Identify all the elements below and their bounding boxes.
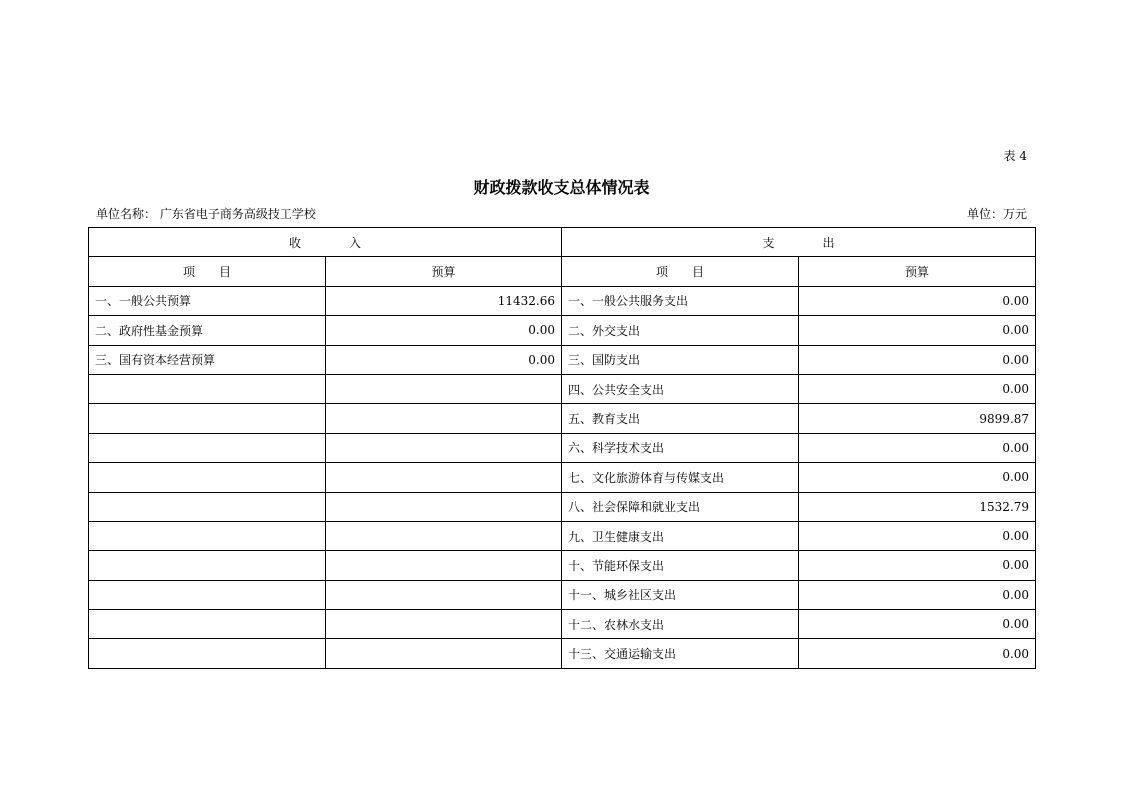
income-item-cell — [89, 551, 326, 580]
expense-item-cell: 九、卫生健康支出 — [562, 521, 799, 550]
expense-item-cell: 十、节能环保支出 — [562, 551, 799, 580]
income-budget-cell — [326, 521, 562, 550]
unit-measure: 单位：万元 — [966, 207, 1027, 221]
income-budget-cell — [326, 580, 562, 609]
income-budget-cell — [326, 433, 562, 462]
income-budget-cell: 11432.66 — [326, 286, 562, 315]
expense-budget-header: 预算 — [799, 257, 1036, 286]
table-number-label: 表 4 — [1003, 149, 1027, 163]
income-budget-cell — [326, 374, 562, 403]
expense-item-cell: 二、外交支出 — [562, 316, 799, 345]
income-budget-cell — [326, 492, 562, 521]
income-budget-cell — [326, 551, 562, 580]
income-item-cell — [89, 492, 326, 521]
table-row — [89, 404, 1036, 433]
expense-item-cell: 三、国防支出 — [562, 345, 799, 374]
table-row — [89, 492, 1036, 521]
income-item-cell — [89, 639, 326, 668]
table-row — [89, 521, 1036, 550]
income-item-cell — [89, 521, 326, 550]
income-item-cell: 二、政府性基金预算 — [89, 316, 326, 345]
expense-budget-cell: 0.00 — [799, 345, 1036, 374]
income-budget-cell — [326, 463, 562, 492]
fiscal-summary-table — [88, 227, 1036, 669]
expense-budget-cell: 0.00 — [799, 463, 1036, 492]
expense-item-cell: 五、教育支出 — [562, 404, 799, 433]
income-item-cell — [89, 404, 326, 433]
table-row — [89, 610, 1036, 639]
expense-item-cell: 七、文化旅游体育与传媒支出 — [562, 463, 799, 492]
expense-budget-cell: 1532.79 — [799, 492, 1036, 521]
income-budget-cell — [326, 610, 562, 639]
income-item-cell: 三、国有资本经营预算 — [89, 345, 326, 374]
column-header-row — [89, 257, 1036, 286]
section-header-row — [89, 228, 1036, 257]
income-item-cell — [89, 610, 326, 639]
expense-budget-cell: 0.00 — [799, 639, 1036, 668]
income-item-cell: 一、一般公共预算 — [89, 286, 326, 315]
expense-item-header: 项 目 — [562, 257, 799, 286]
expense-item-cell: 六、科学技术支出 — [562, 433, 799, 462]
table-row — [89, 433, 1036, 462]
table-row — [89, 316, 1036, 345]
table-row — [89, 374, 1036, 403]
expense-budget-cell: 0.00 — [799, 433, 1036, 462]
expense-budget-cell: 0.00 — [799, 610, 1036, 639]
income-budget-cell — [326, 639, 562, 668]
income-item-cell — [89, 463, 326, 492]
table-row — [89, 639, 1036, 668]
expense-item-cell: 一、一般公共服务支出 — [562, 286, 799, 315]
expense-budget-cell: 0.00 — [799, 286, 1036, 315]
expense-budget-cell: 0.00 — [799, 521, 1036, 550]
table-row — [89, 551, 1036, 580]
income-budget-header: 预算 — [326, 257, 562, 286]
expense-budget-cell: 0.00 — [799, 374, 1036, 403]
income-budget-cell — [326, 404, 562, 433]
table-row — [89, 463, 1036, 492]
expense-budget-cell: 0.00 — [799, 316, 1036, 345]
income-section-header: 收 入 — [89, 228, 562, 257]
income-item-cell — [89, 580, 326, 609]
income-budget-cell: 0.00 — [326, 345, 562, 374]
page-title: 财政拨款收支总体情况表 — [473, 178, 650, 197]
expense-item-cell: 十二、农林水支出 — [562, 610, 799, 639]
table-row — [89, 580, 1036, 609]
income-item-cell — [89, 433, 326, 462]
income-item-cell — [89, 374, 326, 403]
expense-budget-cell: 0.00 — [799, 580, 1036, 609]
unit-name: 单位名称： 广东省电子商务高级技工学校 — [96, 207, 316, 221]
expense-item-cell: 八、社会保障和就业支出 — [562, 492, 799, 521]
expense-budget-cell: 0.00 — [799, 551, 1036, 580]
income-budget-cell: 0.00 — [326, 316, 562, 345]
expense-section-header: 支 出 — [562, 228, 1036, 257]
table-row — [89, 286, 1036, 315]
table-row — [89, 345, 1036, 374]
expense-budget-cell: 9899.87 — [799, 404, 1036, 433]
expense-item-cell: 四、公共安全支出 — [562, 374, 799, 403]
expense-item-cell: 十一、城乡社区支出 — [562, 580, 799, 609]
income-item-header: 项 目 — [89, 257, 326, 286]
expense-item-cell: 十三、交通运输支出 — [562, 639, 799, 668]
